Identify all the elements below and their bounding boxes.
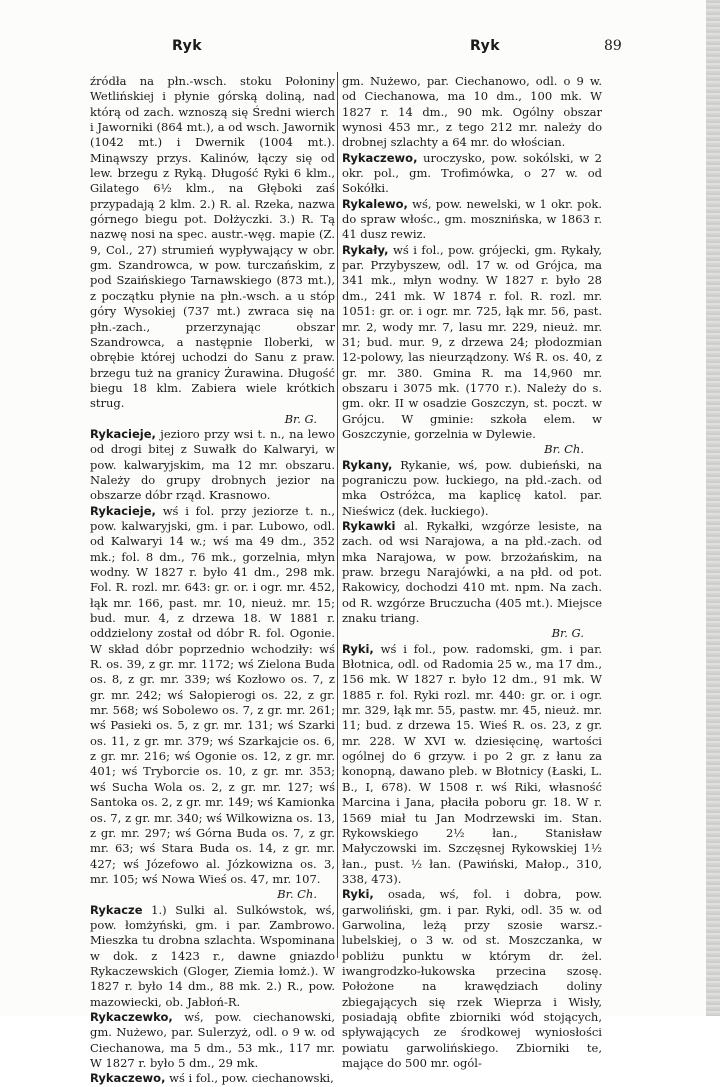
dictionary-entry <box>90 903 335 1010</box>
entry-text: uroczysko, pow. sokólski, w 2 okr. pol., gm. Trofimówka, o 27 w. od Sokółki. <box>342 150 603 196</box>
entry-headword: Rykaczewo, <box>342 150 418 165</box>
running-header <box>0 38 720 58</box>
entry-text: wś i fol., pow. radomski, gm. i par. Błotnica, odl. od Radomia 25 w., ma 17 dm., 156 mk. W 1827 r. było 12 dm., 91 mk. W 1885 r. fol. Ryki rozl. mr. 440: gr. or. i ogr. mr. 329, łąk mr. 55, pastw. mr. 45, nieuż. mr. 11; bud. z drzewa 15. Wieś R. os. 23, z gr. mr. 228. W XVI w. dziesięcinę, wartości ogólnej do 6 grzyw. i po 2 gr. z łanu za konopną, dawano pleb. w Błotnicy (Łaski, L. B., I, 678). W 1508 r. wś Riki, własność Marcina i Jana, płaciła poboru gr. 18. W r. 1569 miał tu Jan Modrzewski im. Stan. Rykowskiego 2½ łan., Stanisław Małyczowski im. Szczęsnej Rykowskiej 1½ łan., pust. ½ łan. (Pawiński, Małop., 310, 338, 473). <box>342 641 602 886</box>
dictionary-entry <box>90 1071 335 1086</box>
dictionary-entry <box>90 504 335 903</box>
entry-text: wś, pow. newelski, w 1 okr. pok. do spraw włośc., gm. mosznińska, w 1863 r. 41 dusz rewiz. <box>342 196 602 242</box>
entry-headword: Rykalewo, <box>342 196 408 211</box>
entry-text: gm. Nużewo, par. Ciechanowo, odl. o 9 w. od Ciechanowa, ma 10 dm., 100 mk. W 1827 r. 14 dm., 90 mk. Ogólny obszar wynosi 453 mr., z tego 212 mr. należy do drobnej szlachty a 64 mr. do włościan. <box>342 74 602 150</box>
entry-text: wś, pow. ciechanowski, gm. Nużewo, par. Sulerzyż, odl. o 9 w. od Ciechanowa, ma 5 dm., 53 mk., 117 mr. W 1827 r. było 5 dm., 29 mk. <box>90 1009 336 1070</box>
page-number: 89 <box>604 38 622 54</box>
entry-text: al. Rykałki, wzgórze lesiste, na zach. od wsi Narajowa, a na płd.-zach. od mka Narajowa, w pow. brzożańskim, na praw. brzegu Narajówki, a na płd. od pot. Rakowicy, dochodzi 410 mt. npm. Na zach. od R. wzgórze Bruczucha (405 mt.). Miejsce znaku triang. <box>342 518 603 626</box>
dictionary-entry <box>342 243 602 458</box>
entry-text: wś i fol. przy jeziorze t. n., pow. kalwaryjski, gm. i par. Lubowo, odl. od Kalwaryi 14 w.; wś ma 49 dm., 352 mk.; fol. 8 dm., 76 mk., gorzelnia, młyn wodny. W 1827 r. było 41 dm., 298 mk. Fol. R. rozl. mr. 643: gr. or. i ogr. mr. 452, łąk mr. 166, past. mr. 10, nieuż. mr. 15; bud. mur. 4, z drzewa 18. W 1881 r. oddzielony został od dóbr R. fol. Ogonie. W skład dóbr poprzednio wchodziły: wś R. os. 39, z gr. mr. 1172; wś Zielona Buda os. 8, z gr. mr. 339; wś Kozłowo os. 7, z gr. mr. 242; wś Sałopierogi os. 22, z gr. mr. 568; wś Sobolewo os. 7, z gr. mr. 261; wś Pasieki os. 5, z gr. mr. 131; wś Szarki os. 11, z gr. mr. 379; wś Szarkajcie os. 6, z gr. mr. 216; wś Ogonie os. 12, z gr. mr. 401; wś Tryborcie os. 10, z gr. mr. 353; wś Sucha Wola os. 2, z gr. mr. 127; wś Santoka os. 2, z gr. mr. 149; wś Kamionka os. 7, z gr. mr. 340; wś Wilkowizna os. 13, z gr. mr. 297; wś Górna Buda os. 7, z gr. mr. 63; wś Stara Buda os. 14, z gr. mr. 427; wś Józefowo al. Józkowizna os. 3, mr. 105; wś Nowa Wieś os. 47, mr. 107. <box>90 503 335 886</box>
center-guide-word: Ryk <box>470 38 501 54</box>
entry-text: osada, wś, fol. i dobra, pow. garwoliński, gm. i par. Ryki, odl. 35 w. od Garwolina, leżą przy szosie warsz.-lubelskiej, o 3 w. od st. Moszczanka, w pobliżu punktu w którym dr. żel. iwangrodzko-łukowska przecina szosę. Położone na krawędziach doliny zbiegających się rzek Wieprza i Wisły, posiadają obfite zbiorniki wód stojących, spływających ze środkowej wyniosłości powiatu garwolińskiego. Zbiorniki te, mające do 500 mr. ogól- <box>342 887 603 1070</box>
entry-headword: Rykacieje, <box>90 503 156 518</box>
author-signature: Br. Ch. <box>277 887 317 902</box>
book-binding-edge <box>706 0 720 1016</box>
entry-headword: Rykaczewo, <box>90 1071 166 1086</box>
entry-headword: Ryki, <box>342 887 374 902</box>
dictionary-entry <box>342 519 602 642</box>
right-column <box>342 74 602 1071</box>
author-signature: Br. G. <box>551 626 584 641</box>
dictionary-entry <box>90 1010 335 1071</box>
entry-text: jezioro przy wsi t. n., na lewo od drogi bitej z Suwałk do Kalwaryi, w pow. kalwaryjskim, ma 12 mr. obszaru. Należy do grupy drobnych jezior na obszarze dóbr rząd. Krasnowo. <box>90 426 335 503</box>
entry-headword: Rykaczewko, <box>90 1009 173 1024</box>
entry-headword: Rykacze <box>90 902 143 917</box>
entry-text: 1.) Sulki al. Sulkówstok, wś, pow. łomżyński, gm. i par. Zambrowo. Mieszka tu drobna szlachta. Wspominana w dok. z 1423 r., dawne gniazdo Rykaczewskich (Gloger, Ziemia łomż.). W 1827 r. było 14 dm., 88 mk. 2.) R., pow. mazowiecki, ob. Jabłoń-R. <box>90 902 335 1009</box>
dictionary-entry <box>342 458 602 519</box>
author-signature: Br. G. <box>284 411 317 426</box>
entry-text: wś i fol., pow. ciechanowski, <box>169 1071 334 1086</box>
entry-text: źródła na płn.-wsch. stoku Połoniny Wetlińskiej i płynie górską doliną, nad którą od zach. wznoszą się Średni wierch i Jaworniki (864 mt.), a od wsch. Jawornik (1042 mt.) i Dwernik (1004 mt.). Minąwszy przys. Kalinów, łączy się od lew. brzegu z Ryką. Długość Ryki 6 klm., Gilatego 6½ klm., na Głęboki zaś przypadają 2 klm. 2.) R. al. Rzeka, nazwa górnego biegu pot. Dołżyczki. 3.) R. Tą nazwę nosi na spec. austr.-węg. mapie (Z. 9, Col., 27) strumień wypływający w obr. gm. Szandrowca, w pow. turczańskim, z pod Szaińskiego Tarnawskiego (873 mt.), z początku płynie na płn.-wsch. a u stóp góry Wysokiej (737 mt.) zwraca się na płn.-zach., przerzynając obszar Szandrowca, a następnie Iloberki, w obrębie której uchodzi do Sanu z praw. brzegu tuż na granicy Żurawina. Długość biegu 18 klm. Zabiera wiele krótkich strug. <box>90 74 335 411</box>
entry-text: Rykanie, wś, pow. dubieński, na pograniczu pow. łuckiego, na płd.-zach. od mka Ostróżca, ma kaplicę katol. par. Nieświcz (dek. łuckiego). <box>342 457 602 518</box>
entry-headword: Rykały, <box>342 242 389 257</box>
left-column <box>90 74 335 1087</box>
entry-headword: Ryki, <box>342 641 374 656</box>
entry-text: wś i fol., pow. grójecki, gm. Rykały, par. Przybyszew, odl. 17 w. od Grójca, ma 341 mk., młyn wodny. W 1827 r. było 28 dm., 241 mk. W 1874 r. fol. R. rozl. mr. 1051: gr. or. i ogr. mr. 725, łąk mr. 56, past. mr. 2, wody mr. 7, lasu mr. 229, nieuż. mr. 31; bud. mur. 9, z drzewa 24; płodozmian 12-polowy, las nieurządzony. Wś R. os. 40, z gr. mr. 380. Gmina R. ma 14,960 mr. obszaru i 3075 mk. (1770 r.). Należy do s. gm. okr. II w osadzie Goszczyn, st. poczt. w Grójcu. W gminie: szkoła elem. w Goszczynie, gorzelnia w Dylewie. <box>342 242 602 441</box>
column-divider <box>337 72 338 958</box>
dictionary-entry <box>342 642 602 888</box>
left-guide-word: Ryk <box>172 38 203 54</box>
dictionary-entry <box>90 427 335 504</box>
dictionary-entry <box>342 74 602 151</box>
dictionary-entry <box>90 74 335 427</box>
dictionary-entry <box>342 887 602 1071</box>
dictionary-entry <box>342 197 602 243</box>
author-signature: Br. Ch. <box>544 442 584 457</box>
entry-headword: Rykawki <box>342 518 396 533</box>
entry-headword: Rykany, <box>342 457 393 472</box>
dictionary-entry <box>342 151 602 197</box>
entry-headword: Rykacieje, <box>90 426 156 441</box>
